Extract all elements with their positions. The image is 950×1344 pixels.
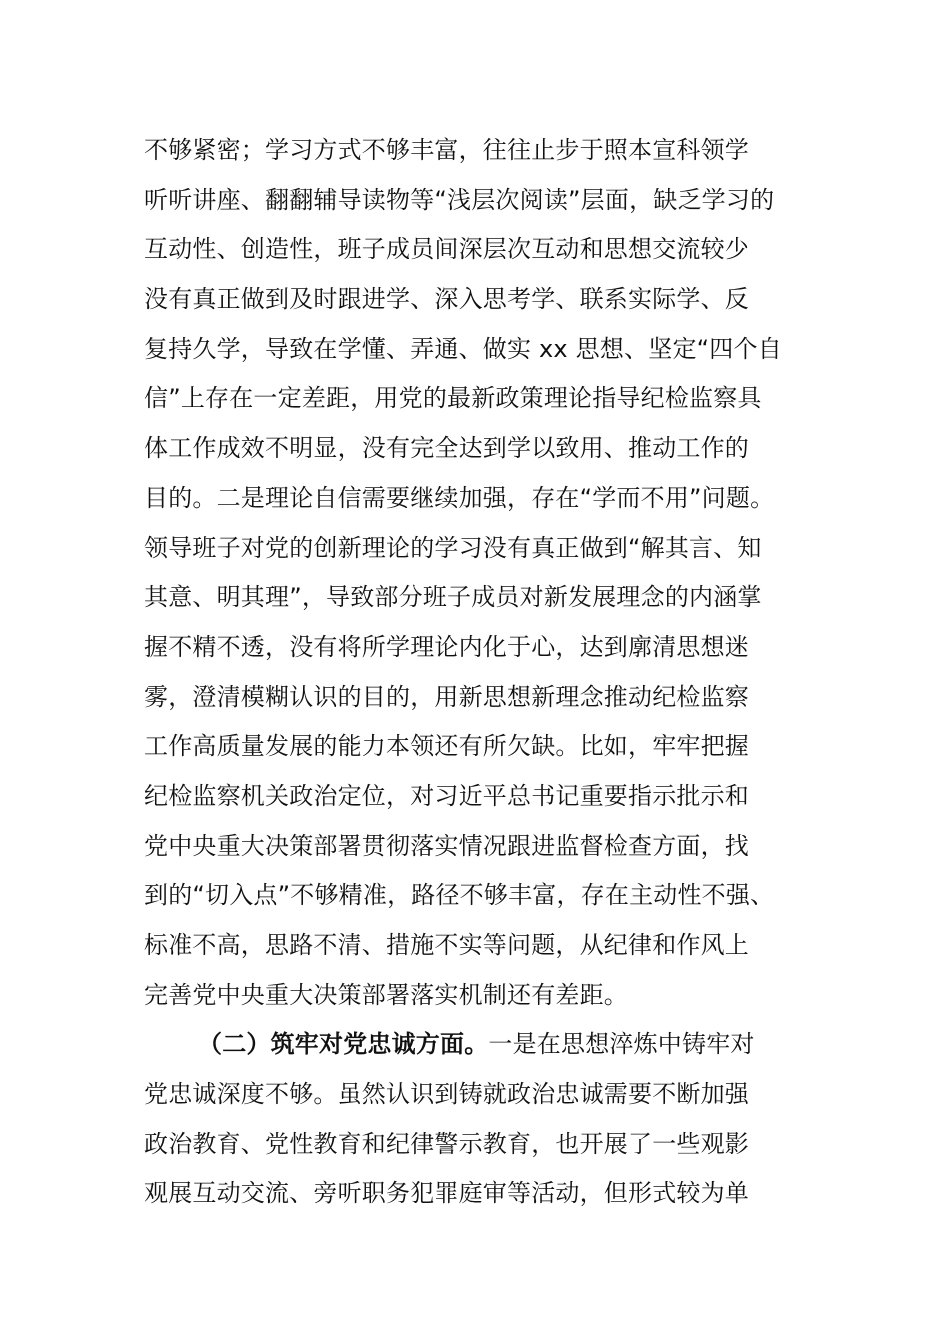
text-line-6: 信”上存在一定差距，用党的最新政策理论指导纪检监察具 — [144, 384, 762, 413]
section-2-line-2: 党忠诚深度不够。虽然认识到铸就政治忠诚需要不断加强 — [144, 1080, 749, 1109]
section-2-first-line — [144, 1020, 824, 1070]
text-line-9: 领导班子对党的创新理论的学习没有真正做到“解其言、知 — [144, 533, 762, 562]
body-text — [144, 126, 824, 1219]
text-line-15: 党中央重大决策部署贯彻落实情况跟进监督检查方面，找 — [144, 831, 749, 860]
text-line-18: 完善党中央重大决策部署落实机制还有差距。 — [144, 980, 628, 1009]
section-2-first-line-text: 一是在思想淬炼中铸牢对 — [488, 1030, 755, 1059]
text-line-5: 复持久学，导致在学懂、弄通、做实 xx 思想、坚定“四个自 — [144, 334, 782, 363]
text-line-13: 工作高质量发展的能力本领还有所欠缺。比如，牢牢把握 — [144, 732, 749, 761]
section-2-line-4: 观展互动交流、旁听职务犯罪庭审等活动，但形式较为单 — [144, 1179, 749, 1208]
text-line-2: 听听讲座、翻翻辅导读物等“浅层次阅读”层面，缺乏学习的 — [144, 185, 775, 214]
text-line-7: 体工作成效不明显，没有完全达到学以致用、推动工作的 — [144, 434, 749, 463]
text-line-8: 目的。二是理论自信需要继续加强，存在“学而不用”问题。 — [144, 483, 775, 512]
text-line-4: 没有真正做到及时跟进学、深入思考学、联系实际学、反 — [144, 285, 749, 314]
section-2-heading: （二）筑牢对党忠诚方面。 — [198, 1030, 489, 1059]
text-line-12: 雾，澄清模糊认识的目的，用新思想新理念推动纪检监察 — [144, 682, 749, 711]
text-line-10: 其意、明其理”，导致部分班子成员对新发展理念的内涵掌 — [144, 583, 762, 612]
text-line-11: 握不精不透，没有将所学理论内化于心，达到廓清思想迷 — [144, 632, 749, 661]
text-line-16: 到的“切入点”不够精准，路径不够丰富，存在主动性不强、 — [144, 881, 775, 910]
text-line-1: 不够紧密；学习方式不够丰富，往往止步于照本宣科领学 — [144, 136, 749, 164]
text-line-14: 纪检监察机关政治定位，对习近平总书记重要指示批示和 — [144, 781, 749, 810]
text-line-17: 标准不高，思路不清、措施不实等问题，从纪律和作风上 — [144, 931, 749, 959]
text-line-3: 互动性、创造性，班子成员间深层次互动和思想交流较少 — [144, 235, 749, 264]
section-2-line-3: 政治教育、党性教育和纪律警示教育，也开展了一些观影 — [144, 1129, 749, 1158]
